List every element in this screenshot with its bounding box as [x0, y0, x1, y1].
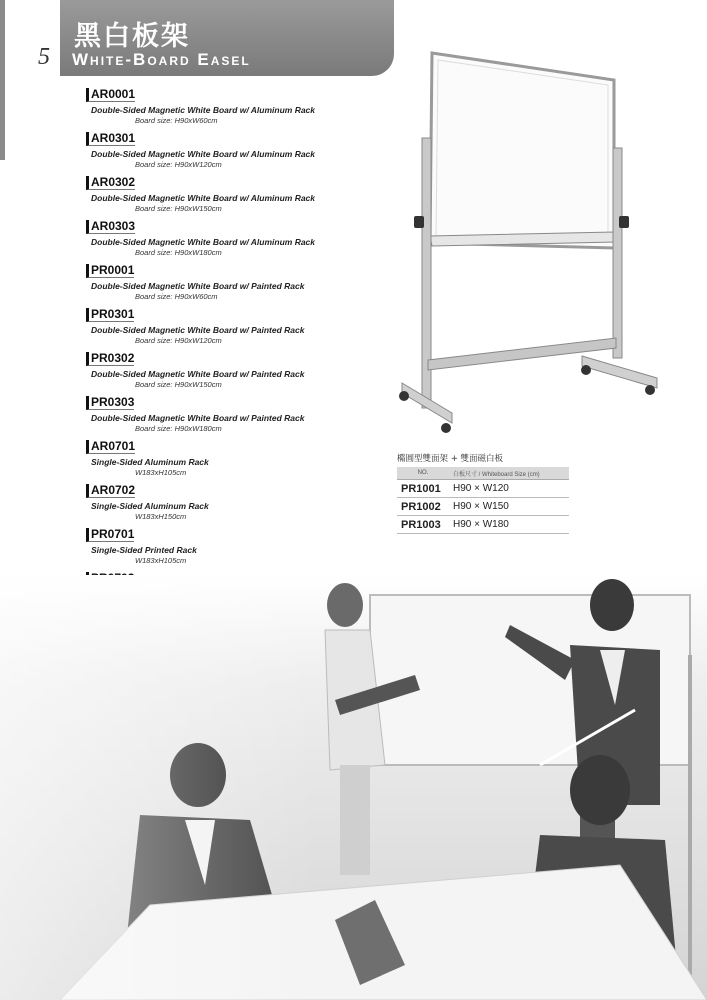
product-item	[86, 85, 366, 129]
product-code: PR0001	[86, 264, 134, 278]
product-size: W183xH150cm	[135, 512, 187, 521]
page-number: 5	[38, 44, 50, 70]
product-description: Double-Sided Magnetic White Board w/ Painted Rack	[91, 325, 305, 335]
product-size: Board size: H90xW60cm	[135, 116, 218, 125]
product-size: Board size: H90xW180cm	[135, 248, 222, 257]
product-item	[86, 437, 366, 481]
product-size: Board size: H90xW150cm	[135, 380, 222, 389]
product-description: Single-Sided Aluminum Rack	[91, 457, 209, 467]
spec-table-section	[397, 452, 569, 534]
product-description: Double-Sided Magnetic White Board w/ Painted Rack	[91, 369, 305, 379]
product-description: Single-Sided Aluminum Rack	[91, 501, 209, 511]
table-cell-size: H90 × W180	[449, 516, 569, 534]
product-code: AR0301	[86, 132, 135, 146]
product-item	[86, 305, 366, 349]
table-row	[397, 480, 569, 498]
whiteboard-easel-illustration	[392, 48, 667, 438]
product-code: AR0303	[86, 220, 135, 234]
section-title-cn: 黑白板架	[74, 21, 190, 52]
product-code: AR0701	[86, 440, 135, 454]
product-item	[86, 481, 366, 525]
product-size: W183xH105cm	[135, 556, 187, 565]
product-item	[86, 173, 366, 217]
product-code: PR0303	[86, 396, 134, 410]
product-code: AR0702	[86, 484, 135, 498]
table-cell-code: PR1003	[397, 516, 449, 534]
product-description: Double-Sided Magnetic White Board w/ Aluminum Rack	[91, 237, 316, 247]
product-item	[86, 393, 366, 437]
table-cell-size: H90 × W150	[449, 498, 569, 516]
product-description: Double-Sided Magnetic White Board w/ Painted Rack	[91, 281, 305, 291]
section-title-en: White-Board Easel	[72, 50, 251, 69]
product-code: PR0701	[86, 528, 134, 542]
product-code: PR0301	[86, 308, 134, 322]
product-item	[86, 525, 366, 569]
product-item	[86, 217, 366, 261]
product-description: Double-Sided Magnetic White Board w/ Painted Rack	[91, 413, 305, 423]
spec-table-caption: 橢圓型雙面架 + 雙面磁白板	[397, 454, 504, 464]
product-size: W183xH105cm	[135, 468, 187, 477]
product-size: Board size: H90xW120cm	[135, 336, 222, 345]
office-meeting-photo	[0, 575, 707, 1000]
column-header-no: NO.	[397, 467, 449, 480]
product-size: Board size: H90xW180cm	[135, 424, 222, 433]
table-row	[397, 498, 569, 516]
product-description: Double-Sided Magnetic White Board w/ Aluminum Rack	[91, 105, 316, 115]
spec-table	[397, 467, 569, 534]
section-header	[60, 0, 394, 76]
product-size: Board size: H90xW120cm	[135, 160, 222, 169]
spec-table-header-row	[397, 467, 569, 480]
table-cell-code: PR1001	[397, 480, 449, 498]
product-item	[86, 349, 366, 393]
table-cell-size: H90 × W120	[449, 480, 569, 498]
product-code: AR0302	[86, 176, 135, 190]
product-size: Board size: H90xW150cm	[135, 204, 222, 213]
product-item	[86, 129, 366, 173]
product-code: PR0302	[86, 352, 134, 366]
product-description: Double-Sided Magnetic White Board w/ Aluminum Rack	[91, 149, 316, 159]
product-description: Single-Sided Printed Rack	[91, 545, 197, 555]
product-item	[86, 261, 366, 305]
left-edge-rule	[0, 0, 5, 160]
column-header-size: 白板尺寸 / Whiteboard Size (cm)	[449, 467, 569, 480]
product-size: Board size: H90xW60cm	[135, 292, 218, 301]
product-description: Double-Sided Magnetic White Board w/ Aluminum Rack	[91, 193, 316, 203]
product-code: AR0001	[86, 88, 135, 102]
table-cell-code: PR1002	[397, 498, 449, 516]
table-row	[397, 516, 569, 534]
